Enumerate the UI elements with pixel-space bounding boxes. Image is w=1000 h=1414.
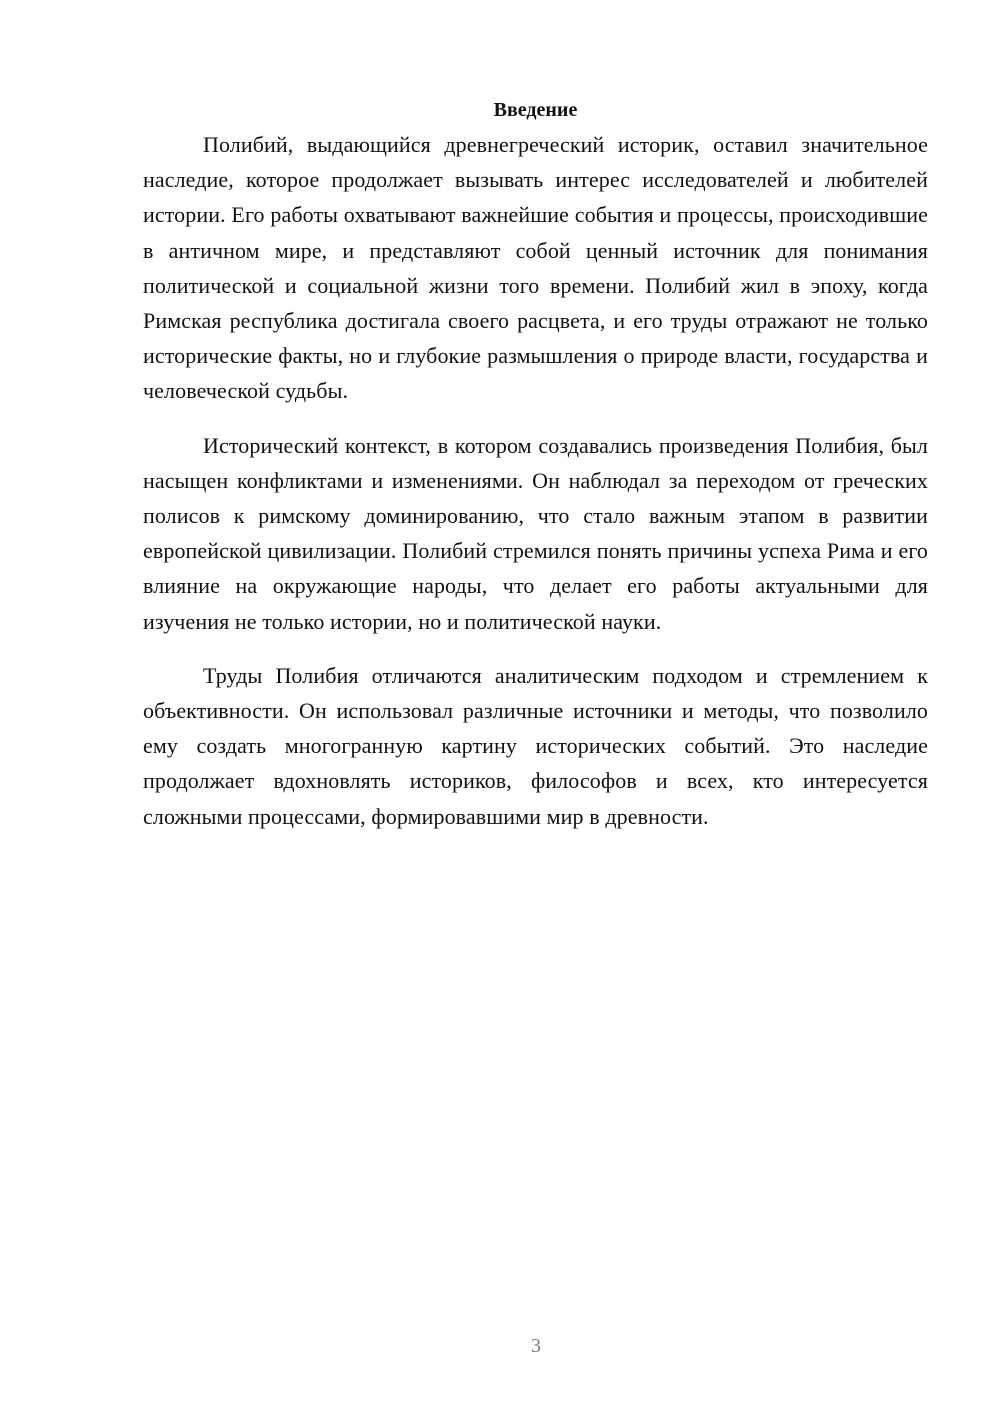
page-number: 3 — [531, 1335, 541, 1357]
page-content — [143, 95, 928, 853]
paragraph-3: Труды Полибия отличаются аналитическим подходом и стремлением к объективности. Он использовал различные источники и методы, что позволило ему создать многогранную картину исторических событий. Это наследие продолжает вдохновлять историков, философов и всех, кто интересуется сложными процессами, формировавшими мир в древности. — [143, 662, 928, 829]
section-heading: Введение — [493, 99, 578, 121]
paragraph-1: Полибий, выдающийся древнегреческий историк, оставил значительное наследие, которое продолжает вызывать интерес исследователей и любителей истории. Его работы охватывают важнейшие события и процессы, происходившие в античном мире, и представляют собой ценный источник для понимания политической и социальной жизни того времени. Полибий жил в эпоху, когда Римская республика достигала своего расцвета, и его труды отражают не только исторические факты, но и глубокие размышления о природе власти, государства и человеческой судьбы. — [143, 132, 928, 404]
paragraph-2: Исторический контекст, в котором создавались произведения Полибия, был насыщен конфликтами и изменениями. Он наблюдал за переходом от греческих полисов к римскому доминированию, что стало важным этапом в развитии европейской цивилизации. Полибий стремился понять причины успеха Рима и его влияние на окружающие народы, что делает его работы актуальными для изучения не только истории, но и политической науки. — [143, 432, 928, 634]
